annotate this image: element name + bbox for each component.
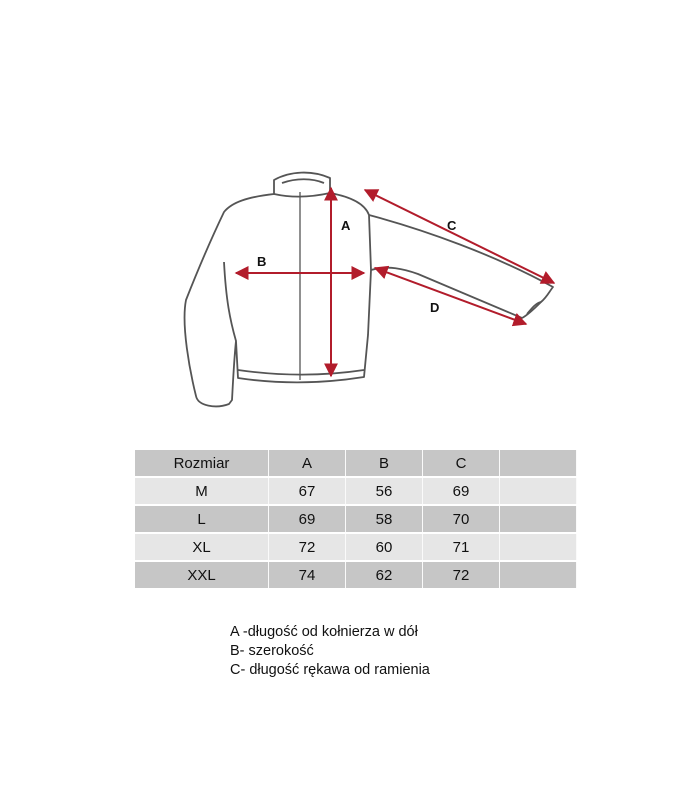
cell-empty [500, 533, 577, 561]
header-a: A [269, 450, 346, 477]
cell-a: 72 [269, 533, 346, 561]
cell-size: M [135, 477, 269, 505]
cell-b: 56 [346, 477, 423, 505]
cell-c: 72 [423, 561, 500, 589]
arrow-d [375, 268, 526, 324]
cell-b: 62 [346, 561, 423, 589]
header-c: C [423, 450, 500, 477]
cell-b: 60 [346, 533, 423, 561]
cell-size: XL [135, 533, 269, 561]
size-table [135, 450, 577, 590]
label-a: A [341, 218, 351, 233]
table-row [135, 477, 577, 505]
cell-size: L [135, 505, 269, 533]
label-d: D [430, 300, 440, 315]
cell-a: 67 [269, 477, 346, 505]
table-row [135, 561, 577, 589]
cell-c: 69 [423, 477, 500, 505]
measurement-legend [230, 623, 430, 680]
cell-size: XXL [135, 561, 269, 589]
label-c: C [447, 218, 457, 233]
cell-c: 70 [423, 505, 500, 533]
cell-empty [500, 561, 577, 589]
label-b: B [257, 254, 267, 269]
cell-b: 58 [346, 505, 423, 533]
header-empty [500, 450, 577, 477]
cell-empty [500, 477, 577, 505]
cell-a: 69 [269, 505, 346, 533]
header-size: Rozmiar [135, 450, 269, 477]
jacket-outline [185, 173, 553, 407]
cell-a: 74 [269, 561, 346, 589]
cell-empty [500, 505, 577, 533]
table-header-row [135, 450, 577, 477]
cell-c: 71 [423, 533, 500, 561]
legend-line-b: B- szerokość [230, 643, 314, 659]
measurement-arrows [236, 188, 554, 376]
legend-line-a: A -długość od kołnierza w dół [230, 624, 418, 640]
header-b: B [346, 450, 423, 477]
table-row [135, 533, 577, 561]
legend-line-c: C- długość rękawa od ramienia [230, 662, 430, 678]
table-row [135, 505, 577, 533]
